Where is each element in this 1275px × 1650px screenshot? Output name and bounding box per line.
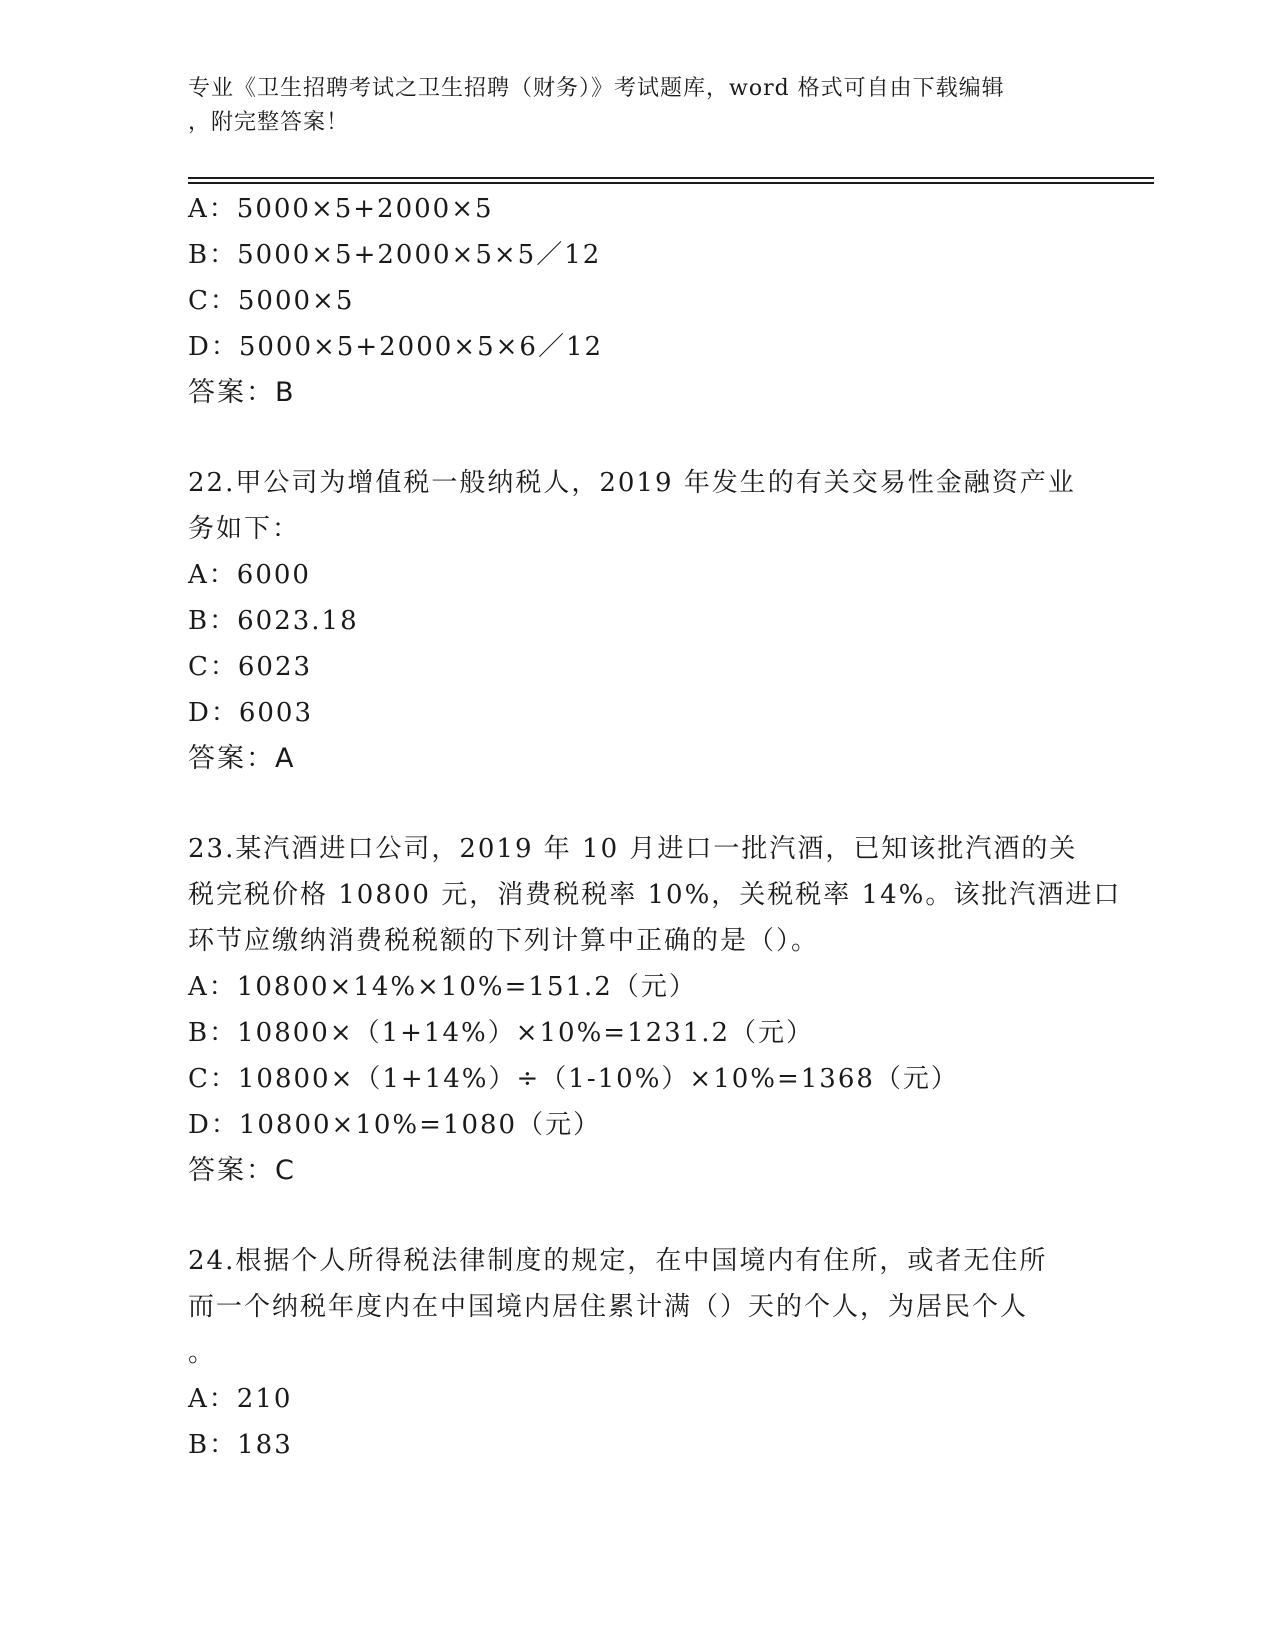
option-b: B：183: [188, 1430, 293, 1460]
question-22: [188, 460, 1088, 782]
question-list: [188, 186, 1122, 1468]
option-c: C：10800×（1+14%）÷（1-10%）×10%=1368（元）: [188, 1064, 959, 1094]
header-line-2: ，附完整答案！: [188, 110, 350, 135]
answer-line: 答案：A: [188, 743, 296, 774]
question-stem-line: 环节应缴纳消费税税额的下列计算中正确的是（）。: [188, 926, 820, 956]
option-d: D：6003: [188, 698, 314, 728]
option-a: A：5000×5+2000×5: [188, 194, 494, 224]
header-divider-bottom: [188, 182, 1154, 184]
question-stem-line: 而一个纳税年度内在中国境内居住累计满（）天的个人，为居民个人: [188, 1292, 1029, 1322]
answer-line: 答案：C: [188, 1155, 296, 1186]
option-a: A：6000: [188, 560, 311, 590]
header-line-1: 专业《卫生招聘考试之卫生招聘（财务）》考试题库，word 格式可自由下载编辑: [188, 76, 1005, 101]
question-stem-line: 23.某汽酒进口公司，2019 年 10 月进口一批汽酒，已知该批汽酒的关: [188, 834, 1078, 864]
answer-line: 答案：B: [188, 377, 296, 408]
question-stem-line: 24.根据个人所得税法律制度的规定，在中国境内有住所，或者无住所: [188, 1246, 1048, 1276]
option-a: A：210: [188, 1384, 293, 1414]
question-24: [188, 1238, 1088, 1468]
option-b: B：5000×5+2000×5×5／12: [188, 240, 602, 270]
question-stem-line: 税完税价格 10800 元，消费税税率 10%，关税税率 14%。该批汽酒进口: [188, 880, 1122, 910]
question-stem-line: 22.甲公司为增值税一般纳税人，2019 年发生的有关交易性金融资产业: [188, 468, 1076, 498]
option-b: B：6023.18: [188, 606, 359, 636]
option-d: D：10800×10%=1080（元）: [188, 1110, 602, 1140]
spacer: [188, 782, 1088, 826]
question-21: [188, 186, 1088, 416]
question-stem-line: 务如下：: [188, 514, 301, 544]
header-divider-top: [188, 177, 1154, 179]
spacer: [188, 1194, 1088, 1238]
option-d: D：5000×5+2000×5×6／12: [188, 332, 604, 362]
document-header: [188, 72, 1088, 140]
question-stem-line: 。: [188, 1338, 217, 1368]
option-c: C：5000×5: [188, 286, 355, 316]
question-23: [188, 826, 1122, 1194]
option-a: A：10800×14%×10%=151.2（元）: [188, 972, 697, 1002]
option-b: B：10800×（1+14%）×10%=1231.2（元）: [188, 1018, 815, 1048]
spacer: [188, 416, 1088, 460]
option-c: C：6023: [188, 652, 313, 682]
